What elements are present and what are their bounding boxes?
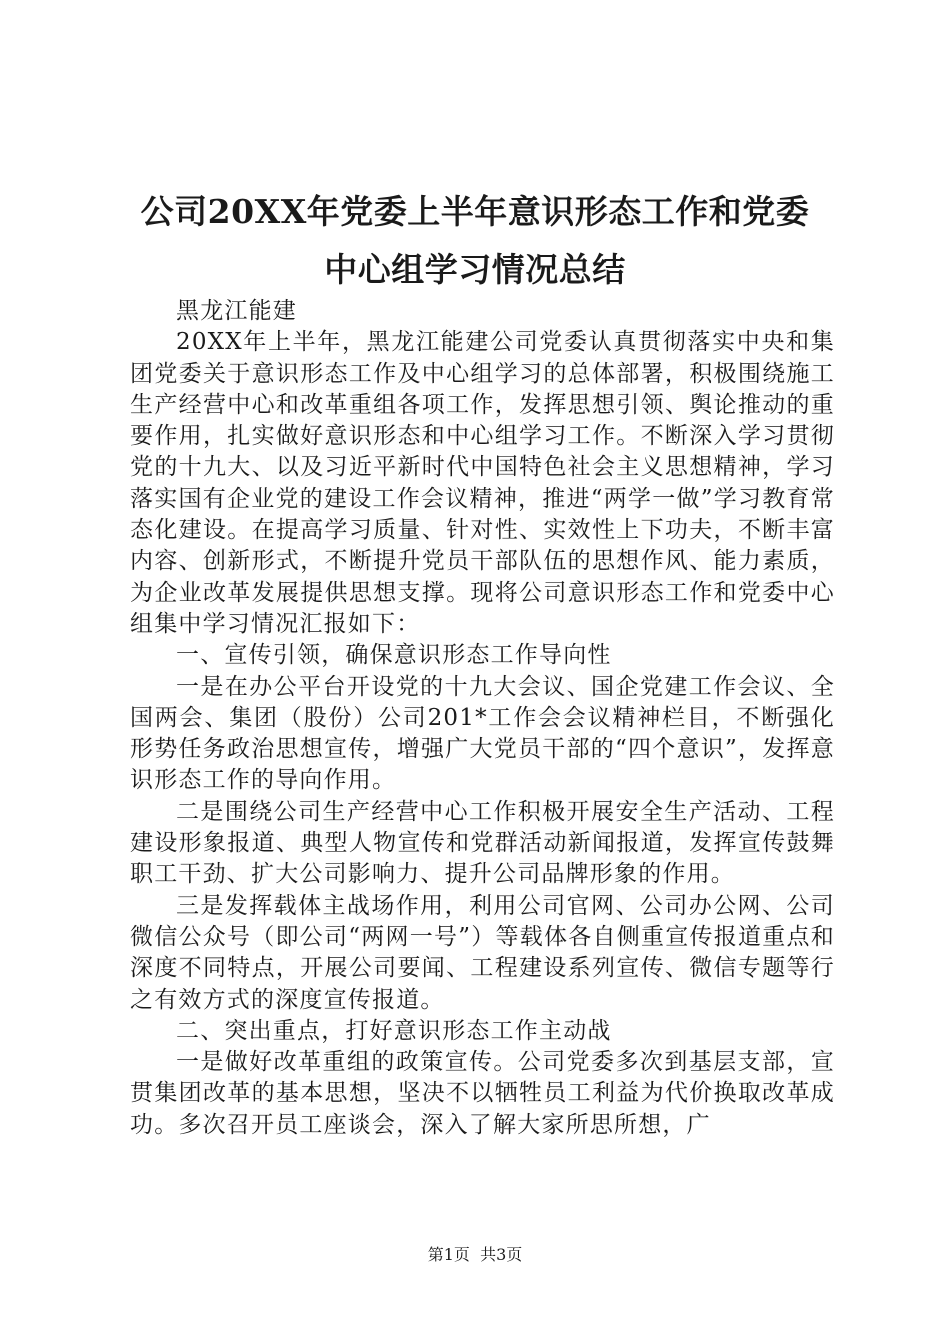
paragraph: 三是发挥载体主战场作用，利用公司官网、公司办公网、公司微信公众号（即公司“两网一号”）等载体各自侧重宣传报道重点和深度不同特点，开展公司要闻、工程建设系列宣传、微信专题等行之有效方式的深度宣传报道。	[130, 892, 835, 1013]
paragraph-intro: 20XX年上半年，黑龙江能建公司党委认真贯彻落实中央和集团党委关于意识形态工作及中心组学习的总体部署，积极围绕施工生产经营中心和改革重组各项工作，发挥思想引领、舆论推动的重要作用，扎实做好意识形态和中心组学习工作。不断深入学习贯彻党的十九大、以及习近平新时代中国特色社会主义思想精神，学习落实国有企业党的建设工作会议精神，推进“两学一做”学习教育常态化建设。在提高学习质量、针对性、实效性上下功夫，不断丰富内容、创新形式，不断提升党员干部队伍的思想作风、能力素质，为企业改革发展提供思想支撑。现将公司意识形态工作和党委中心组集中学习情况汇报如下：	[130, 329, 835, 637]
document-body	[130, 296, 835, 1141]
document-title-line-2: 中心组学习情况总结	[324, 250, 626, 289]
paragraph: 一是做好改革重组的政策宣传。公司党委多次到基层支部，宣贯集团改革的基本思想，坚决不以牺牲员工利益为代价换取改革成功。多次召开员工座谈会，深入了解大家所思所想，广	[130, 1049, 835, 1138]
document-title-line-1: 公司20XX年党委上半年意识形态工作和党委	[140, 192, 810, 231]
paragraph: 一是在办公平台开设党的十九大会议、国企党建工作会议、全国两会、集团（股份）公司201*工作会会议精神栏目，不断强化形势任务政治思想宣传，增强广大党员干部的“四个意识”，发挥意识形态工作的导向作用。	[130, 673, 835, 794]
section-heading-1: 一、宣传引领，确保意识形态工作导向性	[176, 642, 612, 669]
author-line: 黑龙江能建	[176, 298, 297, 324]
page-footer: 第1页 共3页	[427, 1245, 523, 1264]
paragraph: 二是围绕公司生产经营中心工作积极开展安全生产活动、工程建设形象报道、典型人物宣传和党群活动新闻报道，发挥宣传鼓舞职工干劲、扩大公司影响力、提升公司品牌形象的作用。	[130, 798, 835, 888]
section-heading-2: 二、突出重点，打好意识形态工作主动战	[176, 1017, 612, 1044]
